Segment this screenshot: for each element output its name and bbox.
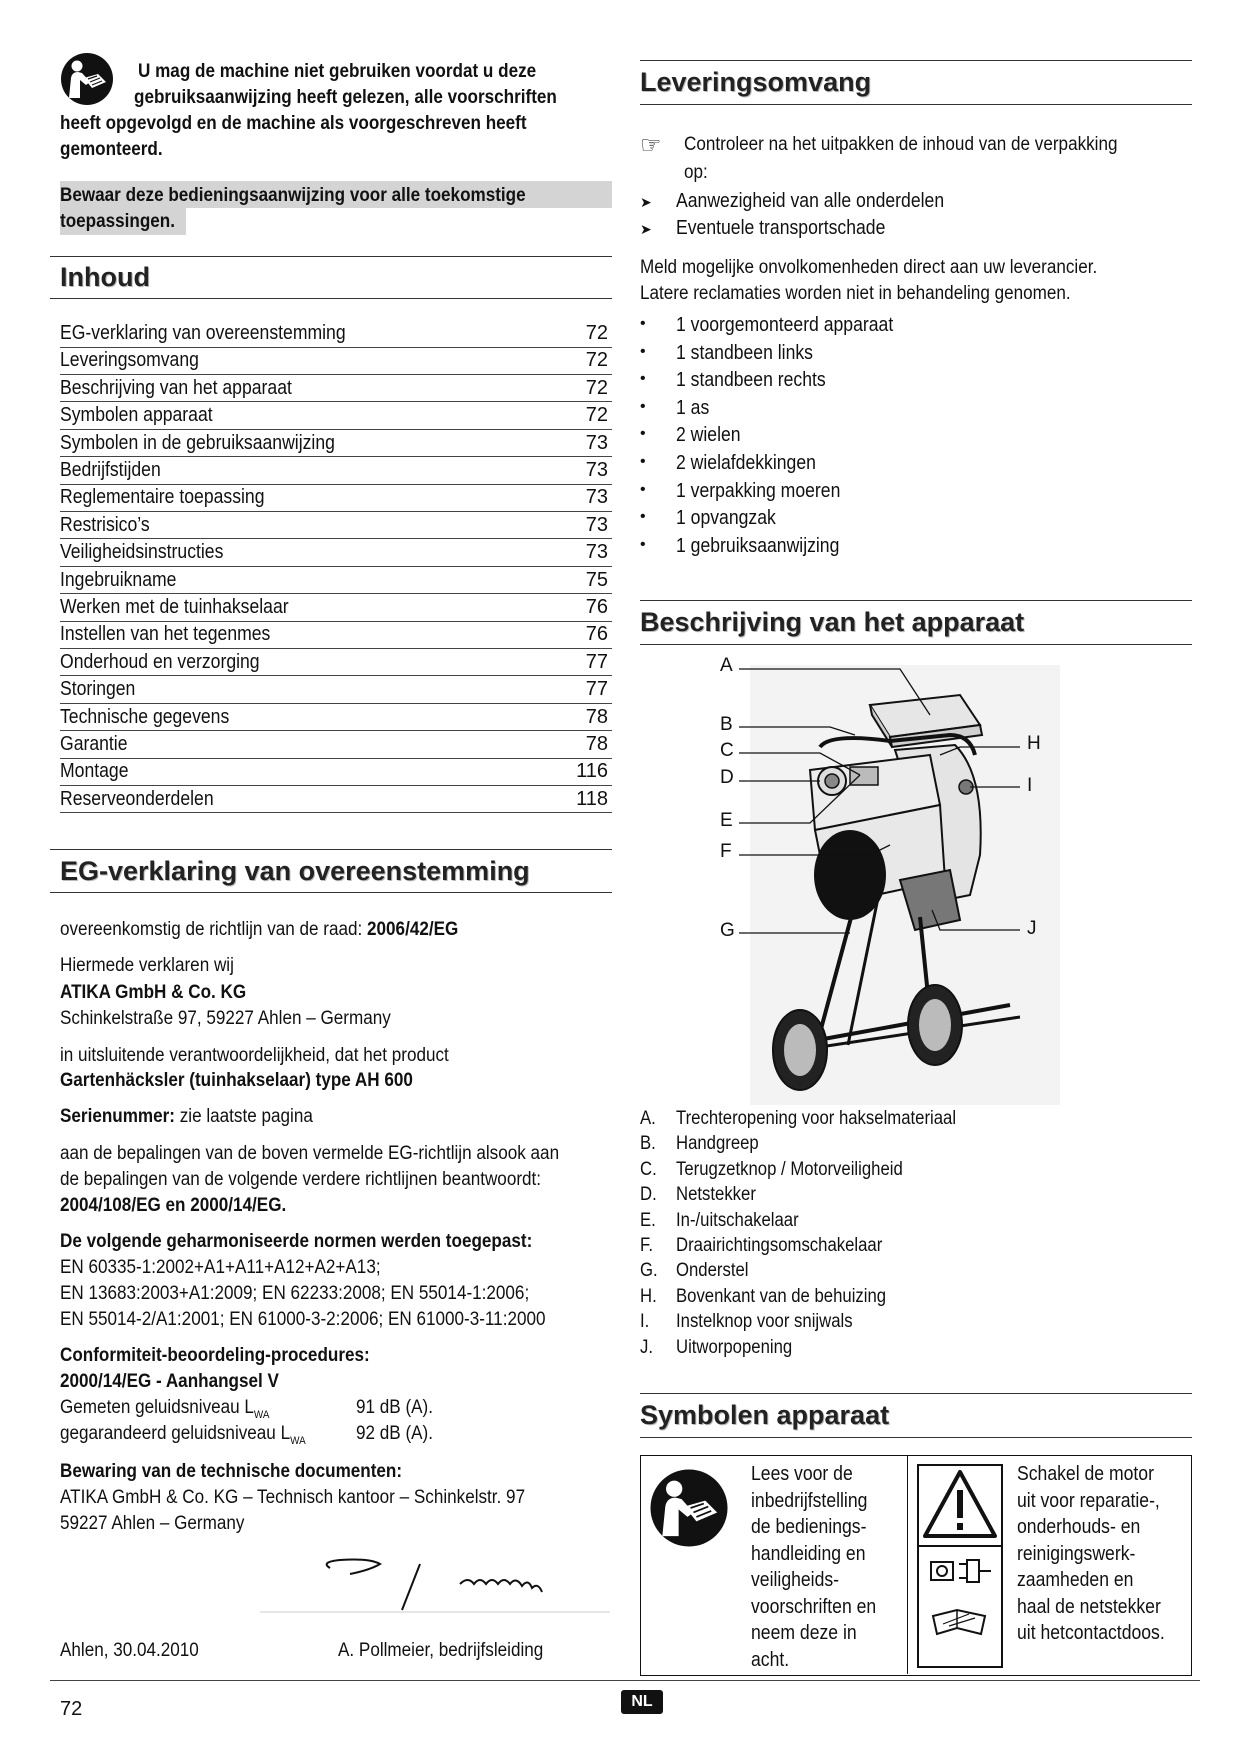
- toc-page: 73: [585, 459, 608, 481]
- norms-line: EN 60335-1:2002+A1+A11+A12+A2+A13;: [60, 1257, 381, 1278]
- toc-page: 72: [585, 349, 608, 372]
- place-date: Ahlen, 30.04.2010: [60, 1640, 199, 1661]
- toc-label: Onderhoud en verzorging: [60, 650, 260, 673]
- conform-heading: Conformiteit-beoordeling-procedures:: [60, 1345, 370, 1366]
- read-manual-line: voorschriften en: [751, 1595, 877, 1618]
- part-letter: C.: [640, 1158, 657, 1180]
- directives-line: 2004/108/EG en 2000/14/EG.: [60, 1195, 287, 1216]
- measured-label: Gemeten geluidsniveau $L_{WA}$: [60, 1397, 270, 1421]
- toc-row: [60, 676, 612, 704]
- part-name: Trechteropening voor hakselmateriaal: [676, 1108, 957, 1129]
- part-name: Bovenkant van de behuizing: [676, 1285, 887, 1307]
- bullet-icon: •: [640, 342, 646, 360]
- check-line: op:: [684, 162, 708, 183]
- toc-heading: Inhoud: [60, 262, 150, 292]
- toc-label: Montage: [60, 760, 129, 783]
- norms-line: EN 55014-2/A1:2001; EN 61000-3-2:2006; EN 61000-3-11:2000: [60, 1309, 546, 1330]
- delivery-heading: Leveringsomvang: [640, 67, 872, 97]
- delivery-item: 2 wielafdekkingen: [676, 452, 816, 474]
- toc-row: [60, 731, 612, 759]
- callout-i: I: [1027, 775, 1033, 796]
- company-name: ATIKA GmbH & Co. KG: [60, 982, 247, 1003]
- eg-heading: EG-verklaring van overeenstemming: [60, 856, 530, 886]
- section-rule: [640, 600, 1192, 601]
- part-name: Uitworpopening: [676, 1336, 793, 1358]
- description-heading: Beschrijving van het apparaat: [640, 607, 1025, 637]
- motor-warning-line: Schakel de motor: [1017, 1463, 1154, 1485]
- delivery-item: 2 wielen: [676, 424, 741, 447]
- toc-page: 76: [585, 596, 608, 618]
- read-manual-line: Lees voor de: [751, 1463, 853, 1485]
- warning-line: gebruiksaanwijzing heeft gelezen, alle voorschriften: [134, 87, 557, 108]
- read-manual-icon: [60, 52, 114, 106]
- check-item: Eventuele transportschade: [676, 217, 886, 239]
- motor-symbol-frame: [917, 1464, 1003, 1668]
- delivery-item: 1 verpakking moeren: [676, 479, 841, 502]
- serial-line: Serienummer: zie laatste pagina: [60, 1106, 313, 1127]
- warning-line: U mag de machine niet gebruiken voordat u deze: [138, 61, 537, 82]
- keep-manual-line: toepassingen.: [60, 211, 175, 232]
- callout-j: J: [1027, 918, 1037, 939]
- toc-row: [60, 484, 612, 512]
- norms-heading: De volgende geharmoniseerde normen werden toegepast:: [60, 1231, 533, 1252]
- part-letter: I.: [640, 1311, 650, 1333]
- part-name: Instelknop voor snijwals: [676, 1311, 853, 1333]
- callout-f: F: [720, 841, 732, 862]
- signature: [260, 1540, 610, 1615]
- section-rule: [640, 1393, 1192, 1394]
- toc-label: Restrisico’s: [60, 513, 150, 536]
- parts-list: [640, 1108, 1192, 1368]
- company-address: Schinkelstraße 97, 59227 Ahlen – Germany: [60, 1008, 391, 1029]
- part-letter: E.: [640, 1209, 656, 1231]
- delivery-items: [640, 314, 1192, 574]
- toc-label: Instellen van het tegenmes: [60, 623, 271, 646]
- shredder-illustration: [720, 655, 1080, 1105]
- toc-label: EG-verklaring van overeenstemming: [60, 322, 346, 344]
- section-rule: [50, 892, 612, 893]
- delivery-item: 1 voorgemonteerd apparaat: [676, 314, 894, 336]
- part-name: Draairichtingsomschakelaar: [676, 1235, 883, 1256]
- read-manual-line: veiligheids-: [751, 1569, 840, 1591]
- guaranteed-value: 92 dB (A).: [356, 1423, 433, 1444]
- toc-label: Technische gegevens: [60, 705, 230, 728]
- bullet-icon: •: [640, 453, 646, 470]
- toc-row: [60, 457, 612, 485]
- symbols-heading: Symbolen apparaat: [640, 1400, 890, 1430]
- toc-row: [60, 758, 612, 786]
- toc-row: [60, 649, 612, 677]
- report-line: Latere reclamaties worden niet in behandeling genomen.: [640, 283, 1071, 304]
- toc-row: [60, 539, 612, 567]
- signatory: A. Pollmeier, bedrijfsleiding: [338, 1640, 544, 1661]
- motor-warning-line: haal de netstekker: [1017, 1595, 1161, 1618]
- section-rule: [640, 644, 1192, 645]
- warning-line: gemonteerd.: [60, 139, 163, 160]
- toc-page: 116: [576, 760, 608, 783]
- read-manual-line: acht.: [751, 1648, 790, 1671]
- toc-label: Reglementaire toepassing: [60, 486, 265, 509]
- part-letter: G.: [640, 1260, 658, 1282]
- read-manual-line: inbedrijfstelling: [751, 1489, 868, 1512]
- toc-label: Garantie: [60, 733, 128, 755]
- toc-label: Symbolen in de gebruiksaanwijzing: [60, 431, 335, 454]
- bullet-icon: •: [640, 397, 646, 415]
- delivery-item: 1 standbeen links: [676, 341, 813, 364]
- arrow-bullet-icon: ➤: [640, 194, 652, 210]
- guaranteed-label: gegarandeerd geluidsniveau $L_{WA}$: [60, 1423, 306, 1447]
- part-letter: D.: [640, 1184, 657, 1206]
- read-manual-line: handleiding en: [751, 1542, 866, 1565]
- footer-rule: [50, 1680, 1200, 1681]
- motor-warning-line: zaamheden en: [1017, 1569, 1134, 1591]
- toc-page: 73: [585, 486, 608, 509]
- check-list: [640, 190, 1192, 246]
- storage-heading: Bewaring van de technische documenten:: [60, 1461, 403, 1482]
- toc-page: 78: [585, 705, 608, 728]
- read-manual-line: de bedienings-: [751, 1516, 867, 1538]
- toc-row: [60, 512, 612, 540]
- toc-page: 72: [585, 376, 608, 399]
- toc-row: [60, 786, 612, 814]
- bullet-icon: •: [640, 480, 646, 498]
- toc-label: Veiligheidsinstructies: [60, 541, 224, 564]
- read-manual-text: [751, 1461, 901, 1673]
- toc-list: [60, 320, 612, 815]
- toc-label: Ingebruikname: [60, 568, 177, 591]
- directives-line: aan de bepalingen van de boven vermelde EG-richtlijn alsook aan: [60, 1143, 560, 1164]
- bullet-icon: •: [640, 425, 646, 443]
- toc-page: 72: [585, 322, 608, 344]
- toc-label: Werken met de tuinhakselaar: [60, 596, 289, 618]
- toc-page: 118: [576, 787, 608, 810]
- directive-line: overeenkomstig de richtlijn van de raad: 2006/42/EG: [60, 919, 459, 940]
- section-rule: [50, 298, 612, 299]
- bullet-icon: •: [640, 315, 646, 332]
- callout-g: G: [720, 920, 735, 941]
- toc-row: [60, 375, 612, 403]
- toc-page: 73: [585, 513, 608, 536]
- section-rule: [640, 60, 1192, 61]
- directives-line: de bepalingen van de volgende verdere richtlijnen beantwoordt:: [60, 1169, 542, 1190]
- callout-b: B: [720, 714, 733, 735]
- measured-value: 91 dB (A).: [356, 1397, 433, 1418]
- toc-label: Storingen: [60, 678, 136, 701]
- bullet-icon: •: [640, 370, 646, 388]
- arrow-bullet-icon: ➤: [640, 221, 652, 237]
- symbols-table: [640, 1455, 1192, 1676]
- part-name: Onderstel: [676, 1260, 749, 1282]
- toc-page: 78: [585, 733, 608, 755]
- language-badge: NL: [621, 1690, 663, 1714]
- part-letter: F.: [640, 1235, 654, 1256]
- part-name: Terugzetknop / Motorveiligheid: [676, 1158, 903, 1180]
- toc-row: [60, 347, 612, 375]
- toc-label: Beschrijving van het apparaat: [60, 376, 292, 399]
- part-letter: A.: [640, 1108, 656, 1129]
- callout-c: C: [720, 740, 734, 761]
- page-number: 72: [60, 1698, 83, 1720]
- delivery-item: 1 standbeen rechts: [676, 369, 826, 392]
- callout-h: H: [1027, 733, 1041, 754]
- section-rule: [640, 104, 1192, 105]
- section-rule: [50, 256, 612, 257]
- part-name: In-/uitschakelaar: [676, 1209, 799, 1231]
- toc-label: Symbolen apparaat: [60, 404, 213, 427]
- report-line: Meld mogelijke onvolkomenheden direct aan uw leverancier.: [640, 257, 1098, 278]
- part-name: Handgreep: [676, 1133, 759, 1155]
- read-manual-line: neem deze in: [751, 1622, 857, 1644]
- responsibility-line: in uitsluitende verantwoordelijkheid, dat het product: [60, 1045, 449, 1066]
- toc-page: 73: [585, 541, 608, 564]
- part-letter: J.: [640, 1336, 654, 1358]
- toc-row: [60, 621, 612, 649]
- toc-row: [60, 402, 612, 430]
- read-manual-icon: [649, 1468, 729, 1548]
- toc-row: [60, 704, 612, 732]
- part-name: Netstekker: [676, 1184, 756, 1206]
- part-letter: H.: [640, 1285, 657, 1307]
- toc-page: 73: [585, 431, 608, 454]
- storage-line: ATIKA GmbH & Co. KG – Technisch kantoor – Schinkelstr. 97: [60, 1487, 526, 1508]
- delivery-item: 1 as: [676, 396, 710, 419]
- storage-line: 59227 Ahlen – Germany: [60, 1513, 245, 1534]
- part-letter: B.: [640, 1133, 656, 1155]
- motor-warning-line: uit voor reparatie-,: [1017, 1489, 1160, 1512]
- toc-page: 72: [585, 404, 608, 427]
- bullet-icon: •: [640, 535, 646, 553]
- motor-warning-text: [1017, 1461, 1187, 1647]
- toc-row: [60, 320, 612, 348]
- check-item: Aanwezigheid van alle onderdelen: [676, 190, 945, 212]
- callout-d: D: [720, 767, 734, 788]
- warning-line: heeft opgevolgd en de machine als voorgeschreven heeft: [60, 113, 527, 134]
- callout-a: A: [720, 655, 733, 676]
- declare-line: Hiermede verklaren wij: [60, 955, 234, 976]
- motor-warning-line: reinigingswerk-: [1017, 1542, 1136, 1565]
- section-rule: [640, 1437, 1192, 1438]
- toc-row: [60, 594, 612, 622]
- check-line: Controleer na het uitpakken de inhoud van de verpakking: [684, 134, 1118, 155]
- toc-page: 77: [585, 650, 608, 673]
- motor-warning-line: uit hetcontactdoos.: [1017, 1622, 1165, 1644]
- pointing-hand-icon: ☞: [640, 132, 662, 159]
- section-rule: [50, 849, 612, 850]
- conform-sub: 2000/14/EG - Aanhangsel V: [60, 1371, 279, 1392]
- keep-manual-line: Bewaar deze bedieningsaanwijzing voor alle toekomstige: [60, 185, 526, 206]
- table-divider: [907, 1456, 908, 1674]
- toc-label: Bedrijfstijden: [60, 459, 161, 481]
- motor-warning-line: onderhouds- en: [1017, 1516, 1141, 1538]
- toc-page: 76: [585, 623, 608, 646]
- callout-e: E: [720, 810, 733, 831]
- toc-label: Reserveonderdelen: [60, 787, 214, 810]
- toc-row: [60, 567, 612, 595]
- toc-page: 77: [585, 678, 608, 701]
- bullet-icon: •: [640, 508, 646, 526]
- delivery-item: 1 gebruiksaanwijzing: [676, 534, 840, 557]
- delivery-item: 1 opvangzak: [676, 507, 776, 530]
- norms-line: EN 13683:2003+A1:2009; EN 62233:2008; EN 55014-1:2006;: [60, 1283, 530, 1304]
- toc-page: 75: [585, 568, 608, 591]
- toc-row: [60, 430, 612, 458]
- product-name: Gartenhäcksler (tuinhakselaar) type AH 600: [60, 1070, 413, 1091]
- toc-label: Leveringsomvang: [60, 349, 199, 372]
